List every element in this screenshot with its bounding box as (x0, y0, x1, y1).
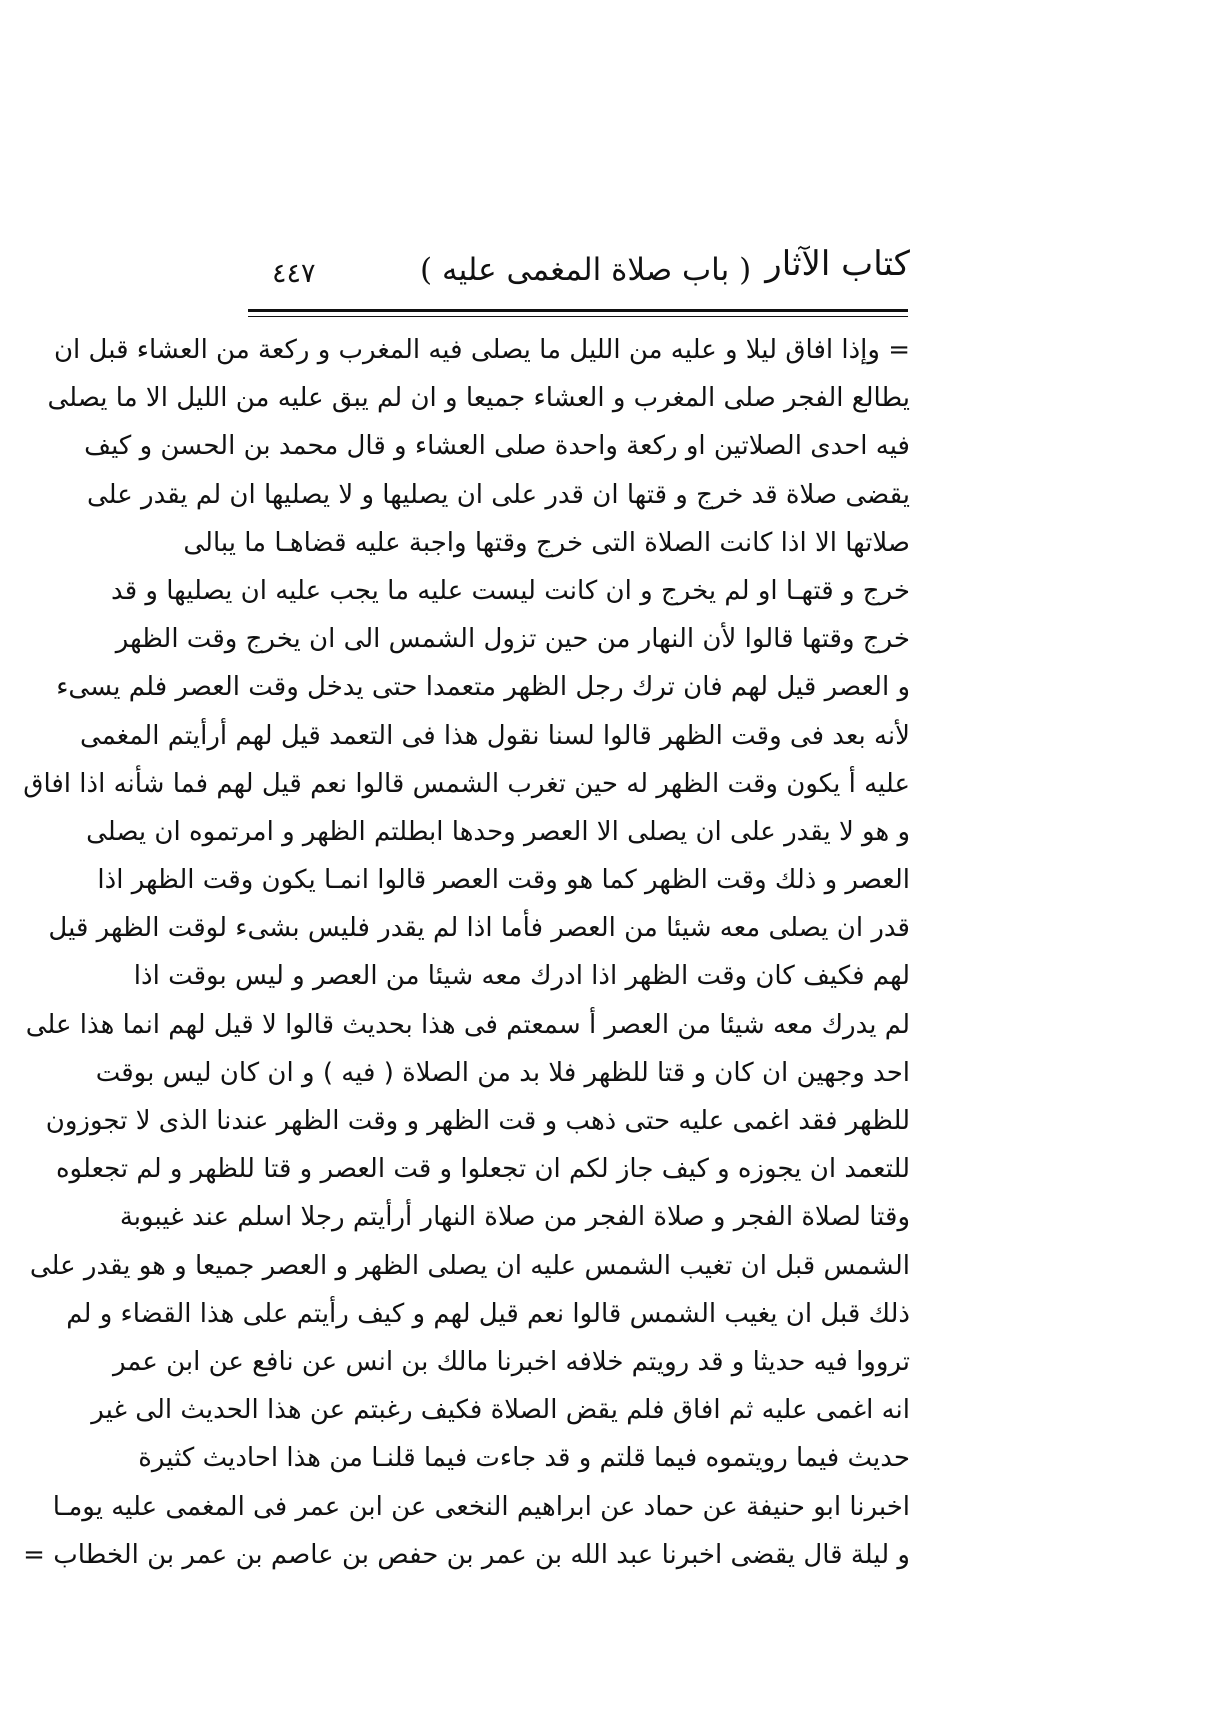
text-line: و ليلة قال يقضى اخبرنا عبد الله بن عمر بن حفص بن عاصم بن عمر بن الخطاب = (23, 1539, 910, 1570)
text-line: و هو لا يقدر على ان يصلى الا العصر وحدها ابطلتم الظهر و امرتموه ان يصلى (86, 816, 910, 847)
text-line: = وإذا افاق ليلا و عليه من الليل ما يصلى فيه المغرب و ركعة من العشاء قبل ان (53, 335, 910, 365)
chapter-title: ( باب صلاة المغمى عليه ) (420, 252, 752, 288)
text-line: ترووا فيه حديثا و قد رويتم خلافه اخبرنا مالك بن انس عن نافع عن ابن عمر (112, 1346, 910, 1377)
text-line: للتعمد ان يجوزه و كيف جاز لكم ان تجعلوا و قت العصر و قتا للظهر و لم تجعلوه (55, 1154, 910, 1185)
text-line: العصر و ذلك وقت الظهر كما هو وقت العصر قالوا انمـا يكون وقت الظهر اذا (97, 865, 910, 896)
text-line: لم يدرك معه شيئا من العصر أ سمعتم فى هذا بحديث قالوا لا قيل لهم انما هذا على (25, 1009, 910, 1040)
text-line: فيه احدى الصلاتين او ركعة واحدة صلى العشاء و قال محمد بن الحسن و كيف (84, 431, 910, 462)
page-header (240, 238, 910, 300)
text-line: يطالع الفجر صلى المغرب و العشاء جميعا و ان لم يبق عليه من الليل الا ما يصلى (47, 383, 910, 414)
text-line: خرج وقتها قالوا لأن النهار من حين تزول الشمس الى ان يخرج وقت الظهر (115, 624, 910, 655)
text-line: ذلك قبل ان يغيب الشمس قالوا نعم قيل لهم و كيف رأيتم على هذا القضاء و لم (66, 1298, 910, 1329)
text-line: احد وجهين ان كان و قتا للظهر فلا بد من الصلاة ( فيه ) و ان كان ليس بوقت (95, 1057, 910, 1088)
book-title: كتاب الآثار (765, 244, 910, 284)
header-rule-thin (248, 316, 908, 317)
text-line: لأنه بعد فى وقت الظهر قالوا لسنا نقول هذا فى التعمد قيل لهم أرأيتم المغمى (80, 720, 910, 751)
text-line: صلاتها الا اذا كانت الصلاة التى خرج وقتها واجبة عليه قضاهـا ما يبالى (183, 527, 910, 558)
text-line: اخبرنا ابو حنيفة عن حماد عن ابراهيم النخعى عن ابن عمر فى المغمى عليه يومـا (52, 1491, 910, 1522)
text-line: لهم فكيف كان وقت الظهر اذا ادرك معه شيئا من العصر و ليس بوقت اذا (133, 961, 910, 992)
text-line: للظهر فقد اغمى عليه حتى ذهب و قت الظهر و وقت الظهر عندنا الذى لا تجوزون (45, 1106, 910, 1136)
page-number: ٤٤٧ (272, 258, 316, 289)
text-line: خرج و قتهـا او لم يخرج و ان كانت ليست عليه ما يجب عليه ان يصليها و قد (111, 575, 910, 606)
text-line: يقضى صلاة قد خرج و قتها ان قدر على ان يصليها و لا يصليها ان لم يقدر على (87, 479, 910, 510)
text-line: قدر ان يصلى معه شيئا من العصر فأما اذا لم يقدر فليس بشىء لوقت الظهر قيل (48, 913, 910, 944)
body-text (23, 326, 910, 1579)
text-line: الشمس قبل ان تغيب الشمس عليه ان يصلى الظهر و العصر جميعا و هو يقدر على (29, 1250, 910, 1281)
header-rule-thick (248, 309, 908, 312)
text-line: انه اغمى عليه ثم افاق فلم يقض الصلاة فكيف رغبتم عن هذا الحديث الى غير (91, 1395, 910, 1426)
text-line: و العصر قيل لهم فان ترك رجل الظهر متعمدا حتى يدخل وقت العصر فلم يسىء (56, 672, 910, 703)
text-line: حديث فيما رويتموه فيما قلتم و قد جاءت فيما قلنـا من هذا احاديث كثيرة (138, 1443, 910, 1474)
text-line: عليه أ يكون وقت الظهر له حين تغرب الشمس قالوا نعم قيل لهم فما شأنه اذا افاق (23, 768, 910, 799)
text-line: وقتا لصلاة الفجر و صلاة الفجر من صلاة النهار أرأيتم رجلا اسلم عند غيبوبة (119, 1202, 910, 1233)
